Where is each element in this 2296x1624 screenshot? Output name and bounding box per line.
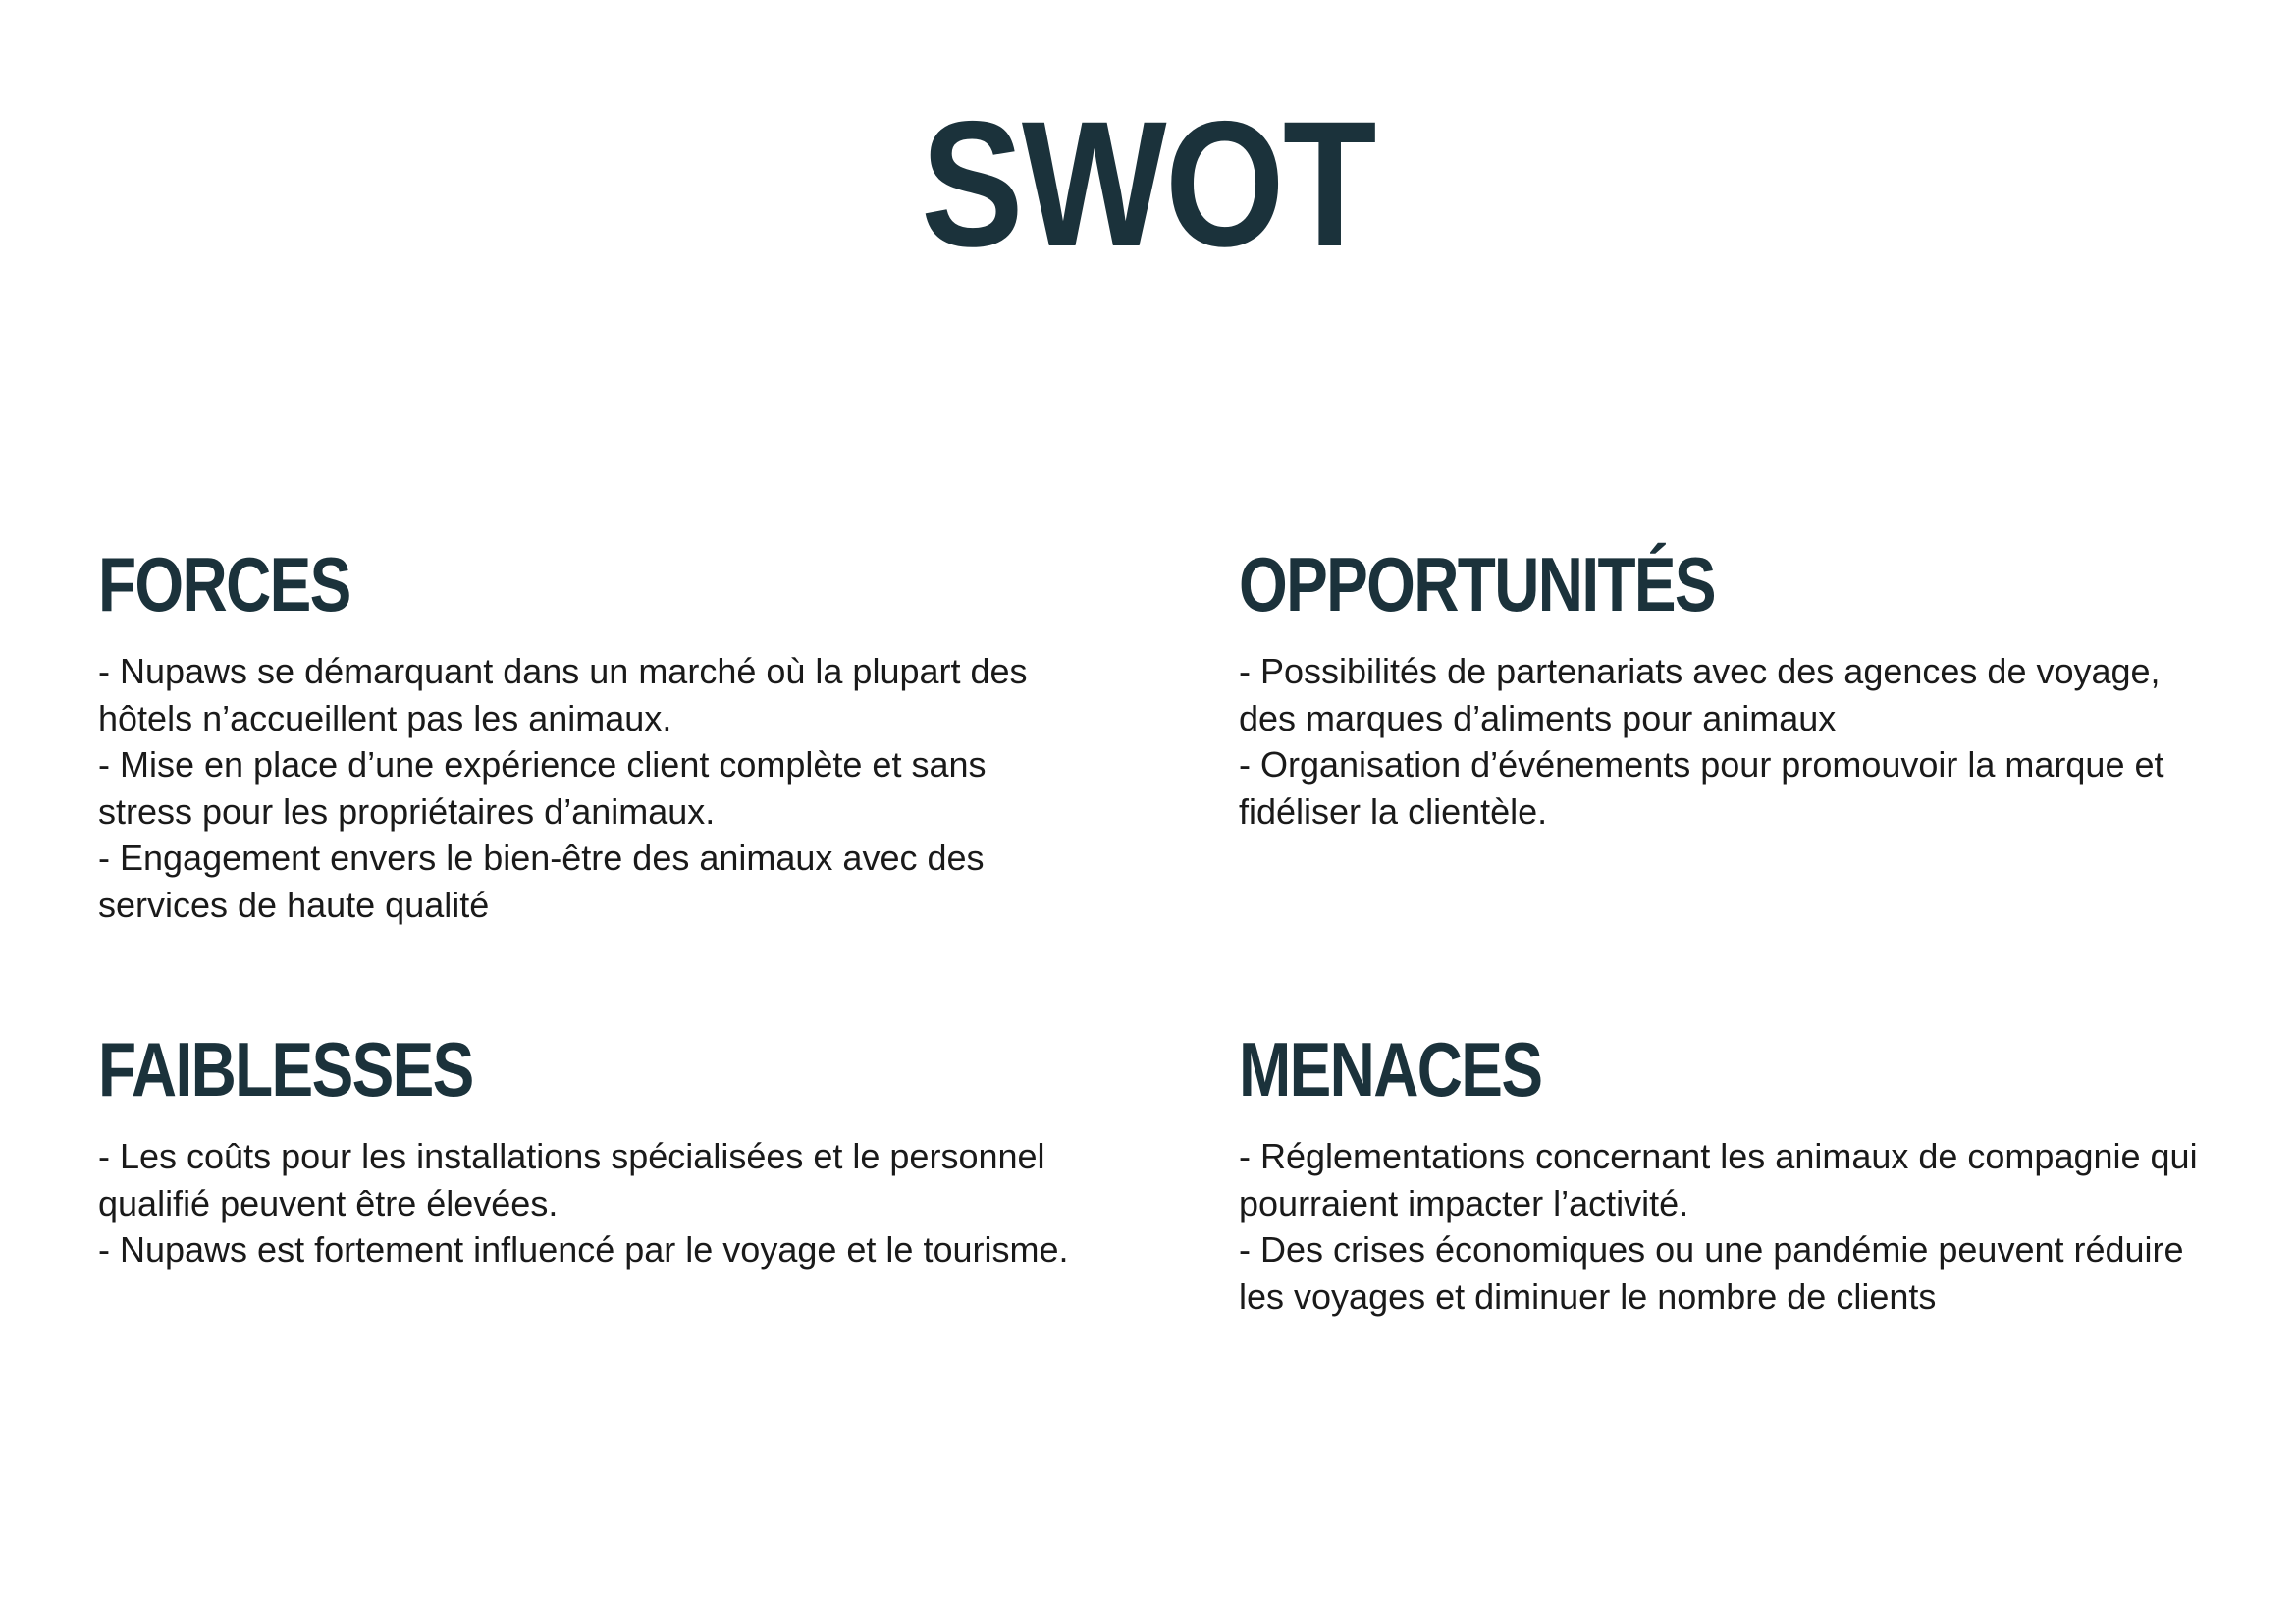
faiblesses-heading: FAIBLESSES <box>98 1026 473 1112</box>
menaces-list <box>1239 1133 2220 1320</box>
forces-section <box>98 541 1090 928</box>
list-item: - Les coûts pour les installations spécialisées et le personnel qualifié peuvent être élevées. <box>98 1136 1045 1223</box>
list-item: - Des crises économiques ou une pandémie peuvent réduire les voyages et diminuer le nombre de clients <box>1239 1229 2184 1317</box>
page-title: SWOT <box>921 83 1375 284</box>
list-item: - Nupaws est fortement influencé par le voyage et le tourisme. <box>98 1229 1069 1270</box>
menaces-section <box>1239 1026 2220 1320</box>
list-item: - Possibilités de partenariats avec des agences de voyage, des marques d’aliments pour animaux <box>1239 651 2161 738</box>
opportunites-heading: OPPORTUNITÉS <box>1239 541 1715 627</box>
list-item: - Nupaws se démarquant dans un marché où la plupart des hôtels n’accueillent pas les animaux. <box>98 651 1028 738</box>
forces-list <box>98 648 1090 928</box>
opportunites-section <box>1239 541 2220 835</box>
list-item: - Engagement envers le bien-être des animaux avec des services de haute qualité <box>98 838 985 925</box>
faiblesses-list <box>98 1133 1090 1273</box>
list-item: - Organisation d’événements pour promouvoir la marque et fidéliser la clientèle. <box>1239 744 2164 832</box>
list-item: - Mise en place d’une expérience client complète et sans stress pour les propriétaires d’animaux. <box>98 744 987 832</box>
faiblesses-section <box>98 1026 1090 1273</box>
forces-heading: FORCES <box>98 541 350 627</box>
opportunites-list <box>1239 648 2220 835</box>
menaces-heading: MENACES <box>1239 1026 1542 1112</box>
list-item: - Réglementations concernant les animaux de compagnie qui pourraient impacter l’activité. <box>1239 1136 2198 1223</box>
